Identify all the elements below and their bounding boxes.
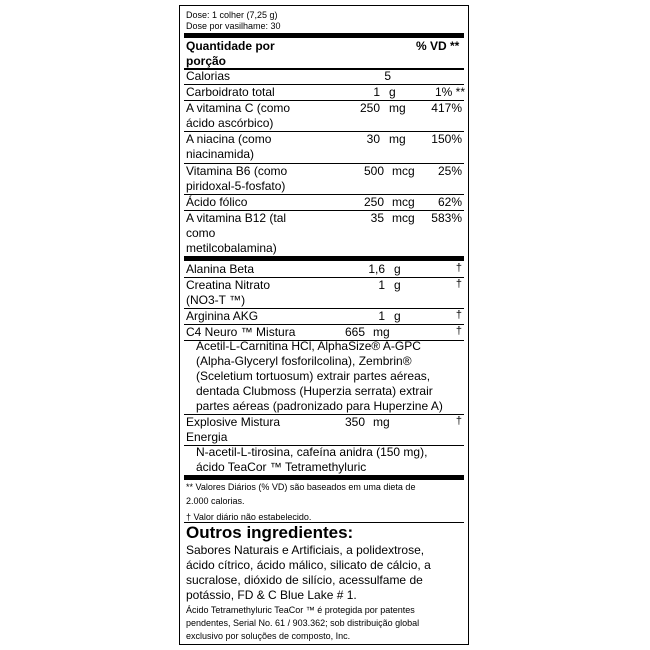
nutrient-name-line2: como <box>186 226 216 240</box>
nutrient-name: Carboidrato total <box>186 85 275 99</box>
nutrient-dv: 62% <box>437 195 462 209</box>
ingredient-name: Arginina AKG <box>186 309 259 323</box>
footnote: 2.000 calorias. <box>186 496 245 506</box>
ingredient-unit: g <box>394 262 401 276</box>
nutrient-unit: mcg <box>392 211 415 225</box>
dagger-mark: † <box>455 415 462 427</box>
ingredient-unit: g <box>394 278 401 292</box>
ingredient-name: Alanina Beta <box>186 262 255 276</box>
nutrient-name-line2: piridoxal-5-fosfato) <box>186 179 286 193</box>
nutrient-name: A niacina (como <box>186 132 272 146</box>
nutrient-unit: mcg <box>392 195 415 209</box>
nutrient-name-line3: metilcobalamina) <box>186 241 277 255</box>
ingredient-name: Explosive Mistura <box>186 415 281 429</box>
blend-description-line: (Sceletium tortuosum) extrair partes aéreas, <box>196 369 431 383</box>
ingredient-name: Creatina Nitrato <box>186 278 271 292</box>
other-ingredients-line: Sabores Naturais e Artificiais, a polidextrose, <box>186 543 425 557</box>
header-amount-label-line2: porção <box>186 54 227 68</box>
ingredient-name: C4 Neuro ™ Mistura <box>186 325 296 339</box>
blend-description-line: ácido TeaCor ™ Tetramethyluric <box>196 460 367 474</box>
footnote: ** Valores Diários (% VD) são baseados em uma dieta de <box>186 482 416 492</box>
nutrient-name: A vitamina B12 (tal <box>186 211 287 225</box>
other-ingredients-line: ácido cítrico, ácido málico, silicato de cálcio, a <box>186 558 431 572</box>
nutrient-name: Ácido fólico <box>186 195 248 209</box>
thick-divider <box>184 33 464 38</box>
blend-description-line: Acetil-L-Carnitina HCl, AlphaSize® A-GPC <box>196 339 421 353</box>
header-amount-label: Quantidade por <box>186 39 275 53</box>
dagger-mark: † <box>455 278 462 290</box>
nutrient-unit: g <box>389 85 396 99</box>
blend-description-line: (Alpha-Glyceryl fosforilcolina), Zembrin® <box>196 354 412 368</box>
ingredient-amount: 1,6 <box>368 262 385 276</box>
nutrient-unit: mg <box>389 101 406 115</box>
nutrient-unit: mcg <box>392 164 415 178</box>
nutrient-amount: 1 <box>373 85 380 99</box>
ingredient-unit: mg <box>373 325 390 339</box>
blend-description-line: N-acetil-L-tirosina, cafeína anidra (150 mg), <box>196 445 428 459</box>
supplement-facts-panel <box>179 5 469 645</box>
nutrient-amount: 250 <box>359 101 380 115</box>
patent-note: pendentes, Serial No. 61 / 903.362; sob distribuição global <box>186 618 420 628</box>
ingredient-amount: 665 <box>344 325 365 339</box>
dose-line: Dose: 1 colher (7,25 g) <box>186 10 278 20</box>
nutrient-name: Vitamina B6 (como <box>186 164 288 178</box>
footnote: † Valor diário não estabelecido. <box>186 512 312 522</box>
dagger-mark: † <box>455 325 462 337</box>
dagger-mark: † <box>455 309 462 321</box>
nutrient-name: A vitamina C (como <box>186 101 291 115</box>
nutrient-dv: 25% <box>437 164 462 178</box>
thick-divider <box>184 475 464 480</box>
nutrient-name-line2: niacinamida) <box>186 147 255 161</box>
dagger-mark: † <box>455 262 462 274</box>
thick-divider <box>184 256 464 261</box>
nutrient-name-line2: ácido ascórbico) <box>186 116 274 130</box>
patent-note: exclusivo por soluções de composto, Inc. <box>186 631 351 641</box>
nutrient-dv: 150% <box>431 132 462 146</box>
ingredient-unit: g <box>394 309 401 323</box>
nutrient-amount: 500 <box>363 164 384 178</box>
nutrient-name: Calorias <box>186 69 231 83</box>
other-ingredients-line: sucralose, dióxido de silício, acessulfame de <box>186 573 423 587</box>
ingredient-amount: 1 <box>378 278 385 292</box>
nutrient-dv: 417% <box>431 101 462 115</box>
blend-description-line: partes aéreas (padronizado para Huperzine A) <box>196 399 443 413</box>
nutrient-dv: 1% ** <box>434 85 465 99</box>
patent-note: Ácido Tetramethyluric TeaCor ™ é protegida por patentes <box>186 605 415 615</box>
other-ingredients-title: Outros ingredientes: <box>186 523 354 542</box>
nutrient-amount: 35 <box>370 211 384 225</box>
nutrient-amount: 5 <box>384 69 391 83</box>
nutrient-amount: 30 <box>366 132 380 146</box>
ingredient-amount: 350 <box>344 415 365 429</box>
ingredient-unit: mg <box>373 415 390 429</box>
nutrient-dv: 583% <box>431 211 462 225</box>
nutrient-amount: 250 <box>363 195 384 209</box>
nutrient-unit: mg <box>389 132 406 146</box>
header-dv-label: % VD ** <box>416 39 460 53</box>
ingredient-name-line2: Energia <box>186 430 228 444</box>
blend-description-line: dentada Clubmoss (Huperzia serrata) extrair <box>196 384 433 398</box>
dose-per-container-line: Dose por vasilhame: 30 <box>186 21 281 31</box>
other-ingredients-line: potássio, FD & C Blue Lake # 1. <box>186 588 357 602</box>
ingredient-amount: 1 <box>378 309 385 323</box>
ingredient-name-line2: (NO3-T ™) <box>186 293 246 307</box>
